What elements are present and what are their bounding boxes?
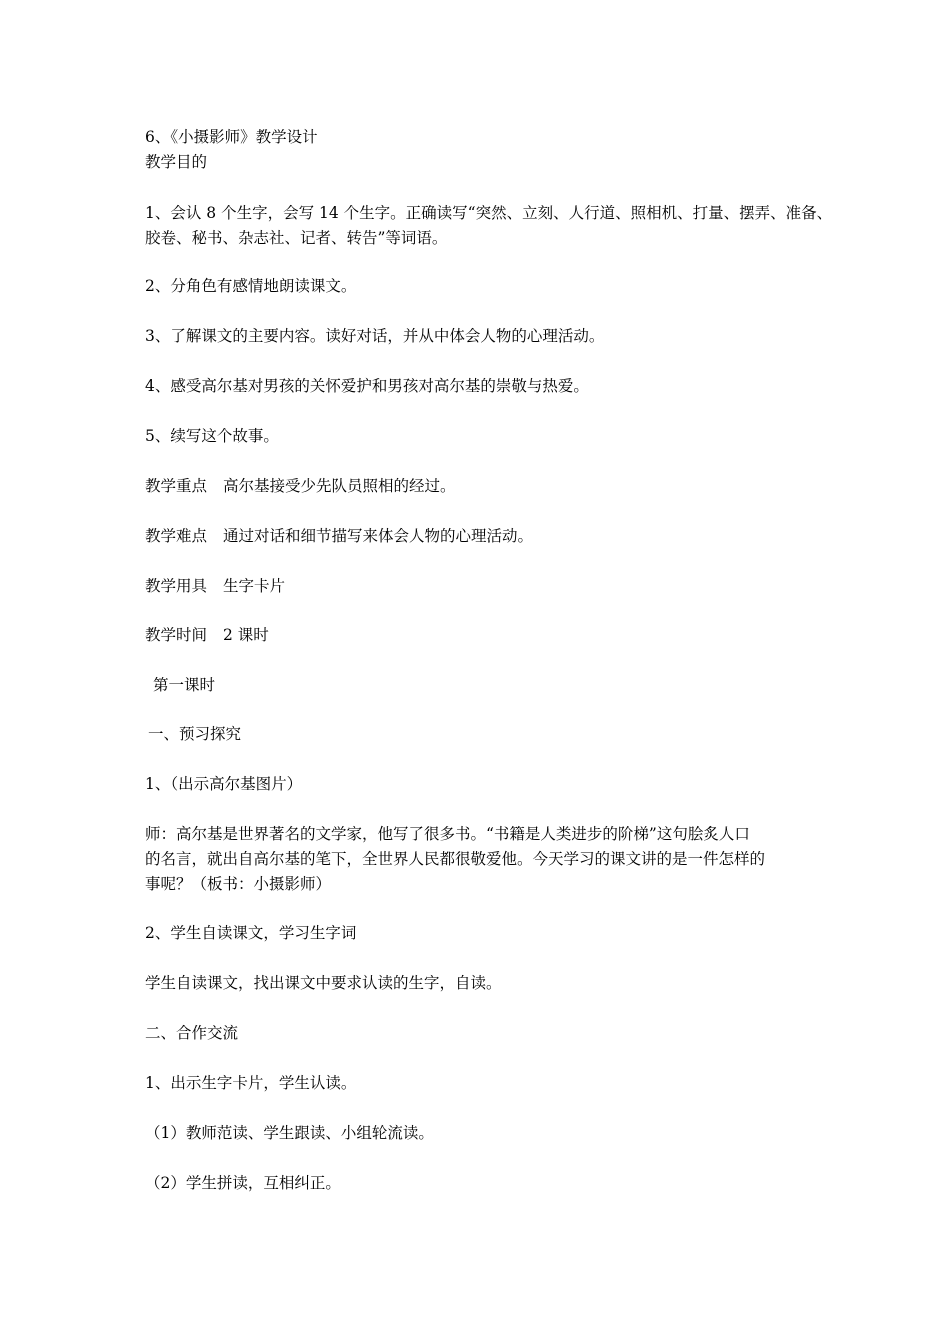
teacher-line-1: 师：高尔基是世界著名的文学家，他写了很多书。“书籍是人类进步的阶梯”这句脍炙人口 bbox=[145, 825, 750, 843]
difficulty-value: 通过对话和细节描写来体会人物的心理活动。 bbox=[223, 527, 534, 545]
key-point-value: 高尔基接受少先队员照相的经过。 bbox=[223, 477, 456, 495]
objectives-heading: 教学目的 bbox=[145, 153, 208, 171]
key-point-label: 教学重点 bbox=[145, 477, 208, 495]
step-2-detail: 学生自读课文，找出课文中要求认读的生字，自读。 bbox=[145, 974, 502, 992]
tools-row bbox=[145, 574, 285, 598]
key-point-row bbox=[145, 474, 456, 498]
step-1: 1、（出示高尔基图片） bbox=[145, 775, 303, 793]
objective-2: 2、分角色有感情地朗读课文。 bbox=[145, 277, 357, 295]
document-title: 6、《小摄影师》教学设计 bbox=[145, 128, 318, 146]
time-value: 2 课时 bbox=[223, 626, 269, 644]
section-1-heading: 一、预习探究 bbox=[148, 725, 242, 743]
objective-5: 5、续写这个故事。 bbox=[145, 427, 279, 445]
teacher-line-2: 的名言，就出自高尔基的笔下，全世界人民都很敬爱他。今天学习的课文讲的是一件怎样的 bbox=[145, 850, 766, 868]
time-label: 教学时间 bbox=[145, 626, 208, 644]
objective-3: 3、了解课文的主要内容。读好对话，并从中体会人物的心理活动。 bbox=[145, 327, 605, 345]
objective-4: 4、感受高尔基对男孩的关怀爱护和男孩对高尔基的崇敬与热爱。 bbox=[145, 377, 589, 395]
sub-step-2: （2）学生拼读，互相纠正。 bbox=[145, 1174, 341, 1192]
tools-value: 生字卡片 bbox=[223, 577, 286, 595]
lesson-heading: 第一课时 bbox=[153, 676, 216, 694]
sub-step-1: （1）教师范读、学生跟读、小组轮流读。 bbox=[145, 1124, 434, 1142]
tools-label: 教学用具 bbox=[145, 577, 208, 595]
section-2-heading: 二、合作交流 bbox=[145, 1024, 239, 1042]
step-2: 2、学生自读课文，学习生字词 bbox=[145, 924, 357, 942]
difficulty-row bbox=[145, 524, 533, 548]
objective-1-line-2: 胶卷、秘书、杂志社、记者、转告”等词语。 bbox=[145, 229, 448, 247]
step-3: 1、出示生字卡片，学生认读。 bbox=[145, 1074, 357, 1092]
objective-1-line-1: 1、会认 8 个生字，会写 14 个生字。正确读写“突然、立刻、人行道、照相机、打量、摆弄、准备、 bbox=[145, 204, 833, 222]
time-row bbox=[145, 623, 269, 647]
teacher-line-3: 事呢？（板书：小摄影师） bbox=[145, 875, 332, 893]
difficulty-label: 教学难点 bbox=[145, 527, 208, 545]
